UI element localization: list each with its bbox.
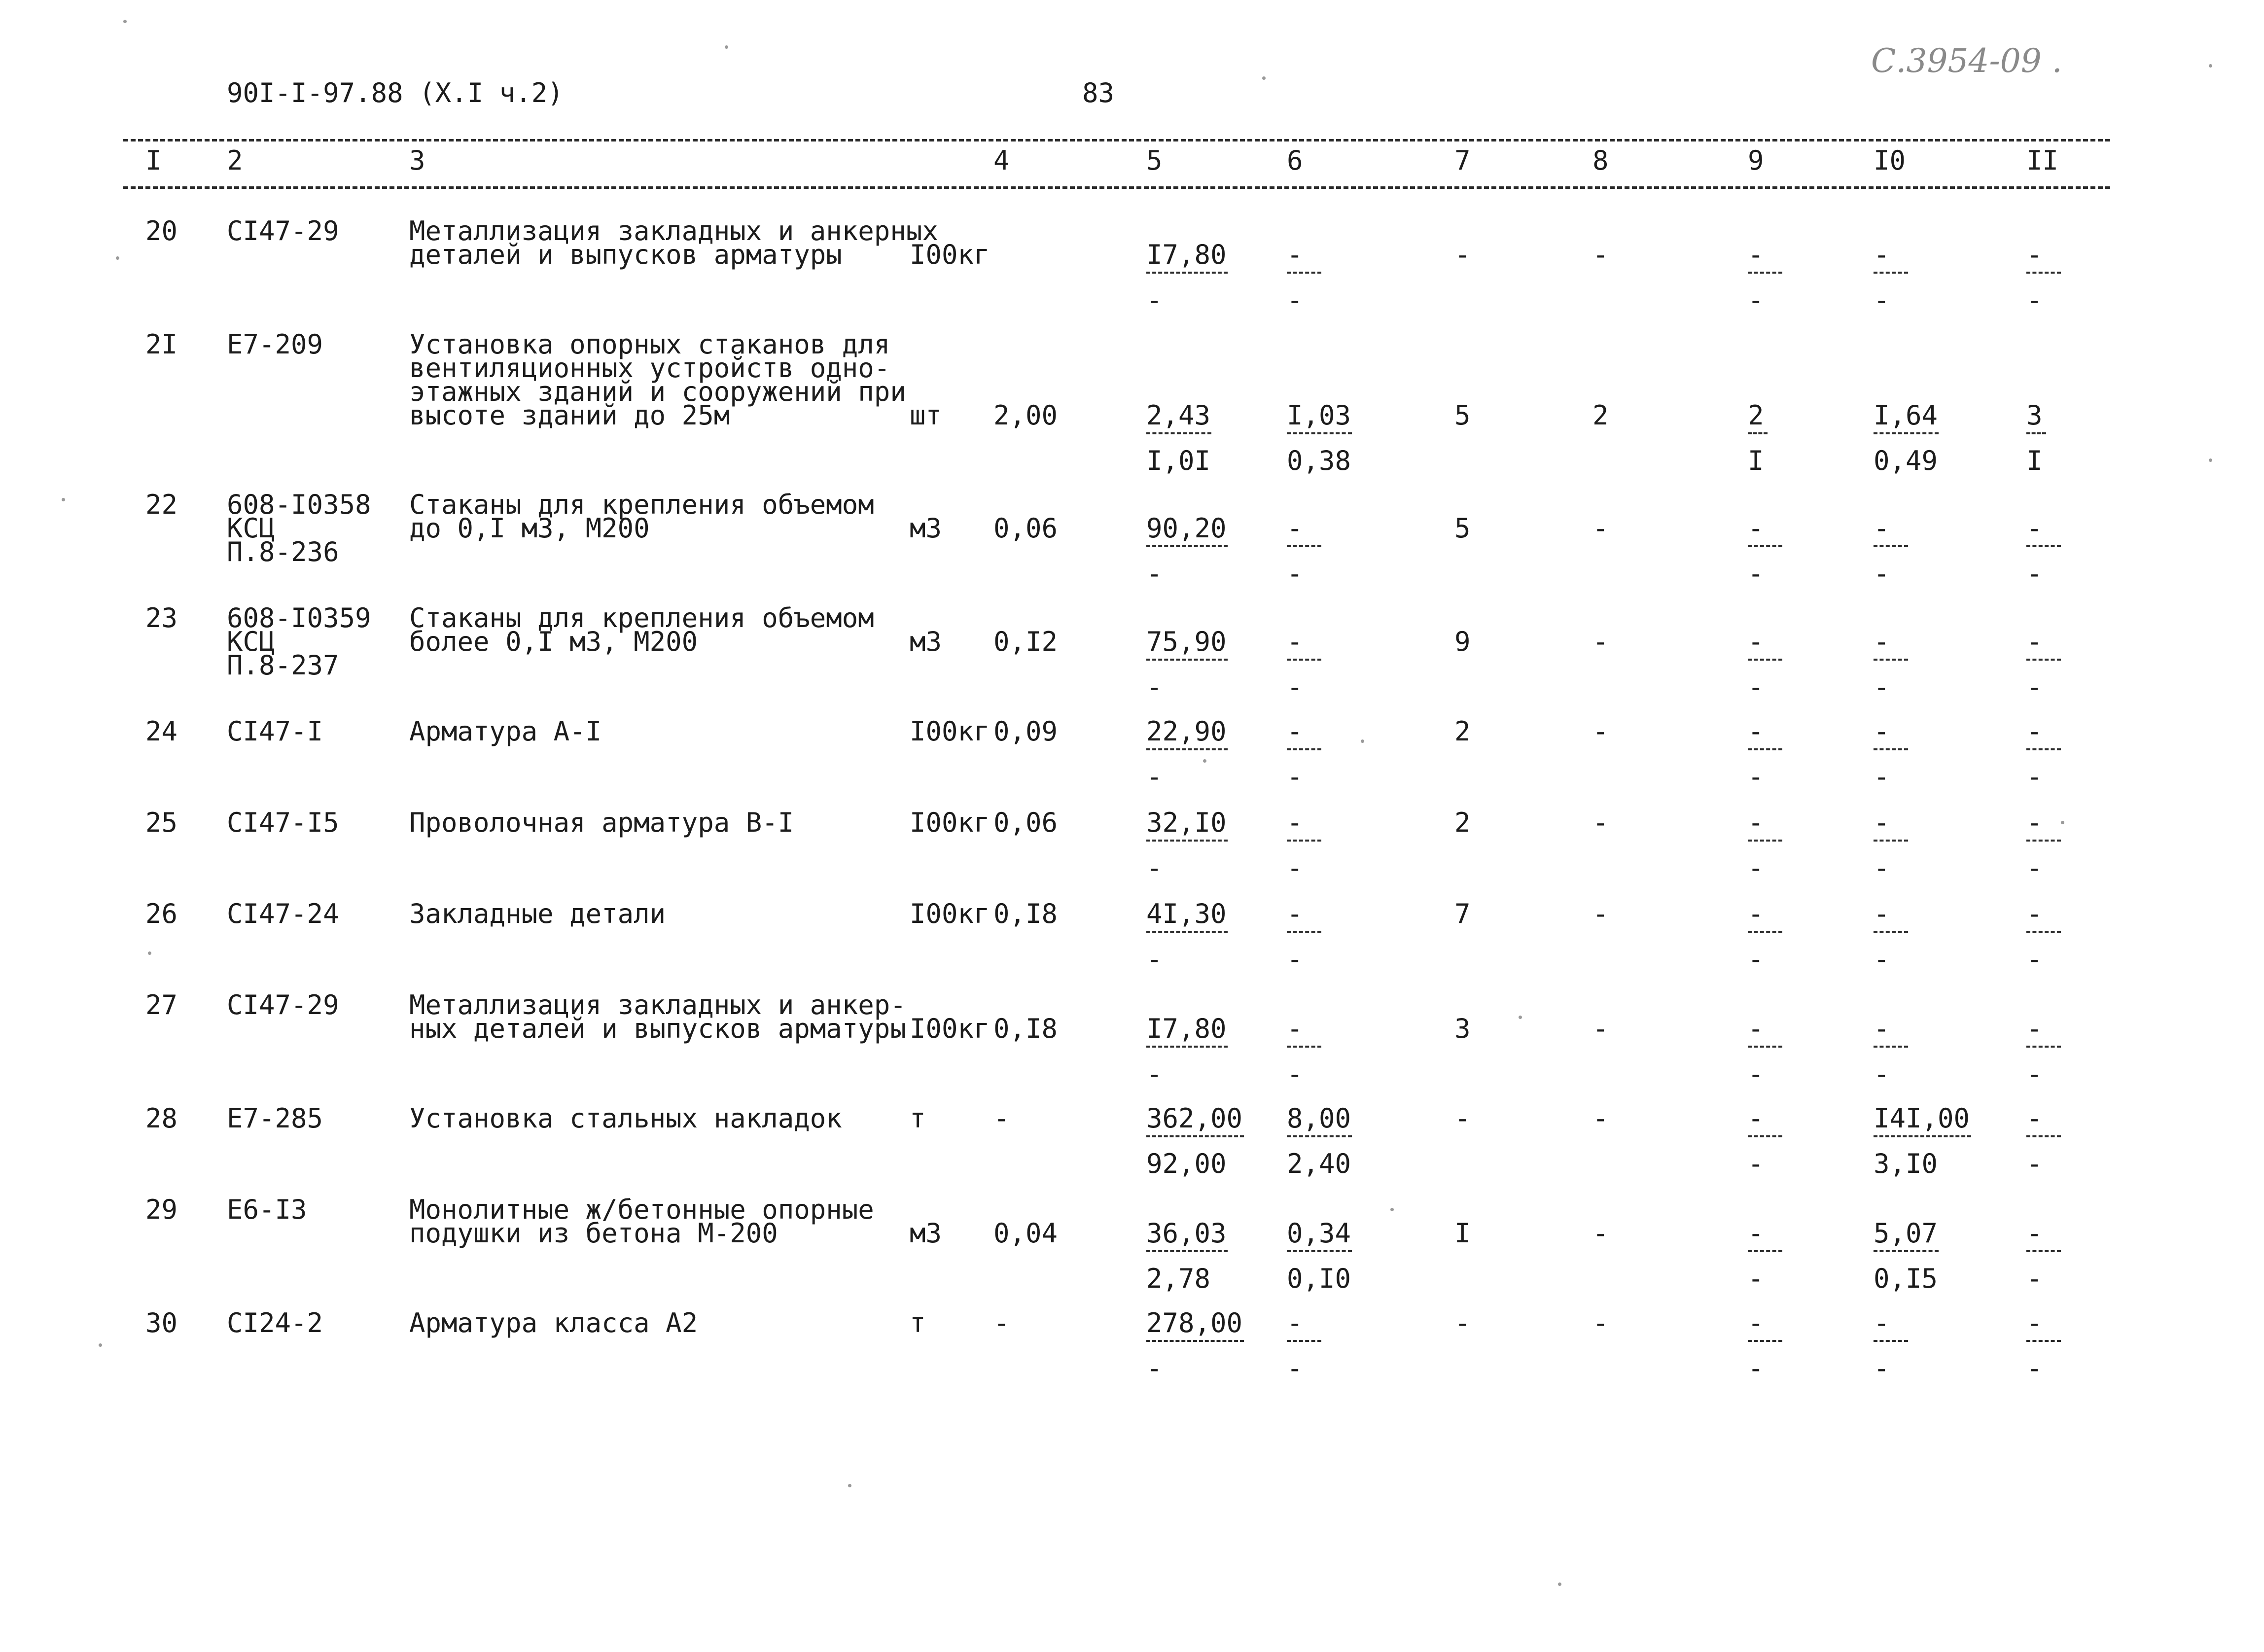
cost-c9-numerator: - xyxy=(1748,807,1764,838)
cost-c5-bar xyxy=(1146,840,1228,842)
unit: I00кг xyxy=(910,716,990,747)
cost-c9-numerator: - xyxy=(1748,716,1764,747)
value-c8: - xyxy=(1592,626,1609,657)
cost-c9-bar xyxy=(1748,840,1782,842)
cost-c11-denominator: - xyxy=(2026,1148,2043,1179)
cost-c10-bar xyxy=(1874,748,1908,750)
quantity: 0,I2 xyxy=(993,626,1058,657)
page-number: 83 xyxy=(1082,77,1115,108)
cost-c5-numerator: I7,80 xyxy=(1146,1013,1227,1044)
cost-c5-denominator: - xyxy=(1146,671,1163,703)
value-c8: - xyxy=(1592,807,1609,838)
row-number: 30 xyxy=(145,1307,178,1338)
column-header-5: 5 xyxy=(1146,145,1163,176)
cost-c10-bar xyxy=(1874,659,1908,661)
quantity: - xyxy=(993,1103,1010,1134)
value-c7: I xyxy=(1454,1218,1471,1249)
unit: I00кг xyxy=(910,898,990,929)
cost-c11-numerator: - xyxy=(2026,1103,2043,1134)
cost-c11-bar xyxy=(2026,1046,2061,1048)
cost-c10-bar xyxy=(1874,272,1908,274)
cost-c5-numerator: 32,I0 xyxy=(1146,807,1227,838)
cost-c11-bar xyxy=(2026,1250,2061,1252)
cost-c9-numerator: - xyxy=(1748,1103,1764,1134)
cost-c6-denominator: - xyxy=(1287,1058,1303,1090)
cost-c10-denominator: - xyxy=(1874,1058,1890,1090)
value-c8: - xyxy=(1592,239,1609,270)
cost-c9-bar xyxy=(1748,748,1782,750)
value-c7: 3 xyxy=(1454,1013,1471,1044)
cost-c11-denominator: - xyxy=(2026,1353,2043,1384)
work-description: Стаканы для крепления объемом более 0,I м3, М200 xyxy=(409,602,874,657)
cost-c6-denominator: 0,I0 xyxy=(1287,1263,1351,1294)
cost-c11-numerator: - xyxy=(2026,1013,2043,1044)
unit: м3 xyxy=(910,626,942,657)
cost-c5-denominator: - xyxy=(1146,852,1163,883)
cost-c10-denominator: - xyxy=(1874,852,1890,883)
archive-mark: С.3954-09 . xyxy=(1871,42,2062,80)
quantity: 0,06 xyxy=(993,513,1058,544)
cost-c6-numerator: - xyxy=(1287,1307,1303,1338)
cost-c10-denominator: - xyxy=(1874,671,1890,703)
work-description: Металлизация закладных и анкерных деталей и выпусков арматуры xyxy=(409,215,938,270)
column-header-3: 3 xyxy=(409,145,425,176)
cost-c5-bar xyxy=(1146,1135,1244,1137)
cost-c10-denominator: - xyxy=(1874,284,1890,316)
cost-c10-denominator: - xyxy=(1874,944,1890,975)
cost-c9-bar xyxy=(1748,931,1782,933)
cost-c5-numerator: 90,20 xyxy=(1146,513,1227,544)
cost-c10-numerator: - xyxy=(1874,1307,1890,1338)
cost-c11-bar xyxy=(2026,840,2061,842)
cost-c6-denominator: 2,40 xyxy=(1287,1148,1351,1179)
cost-c5-denominator: - xyxy=(1146,1058,1163,1090)
value-c7: 7 xyxy=(1454,898,1471,929)
unit: м3 xyxy=(910,513,942,544)
cost-c5-bar xyxy=(1146,748,1228,750)
value-c7: 5 xyxy=(1454,513,1471,544)
document-code: 90I-I-97.88 (X.I ч.2) xyxy=(227,77,564,108)
cost-c6-bar xyxy=(1287,659,1321,661)
cost-c10-denominator: - xyxy=(1874,761,1890,792)
quantity: - xyxy=(993,1307,1010,1338)
resource-code: CI47-24 xyxy=(227,898,339,929)
column-header-6: 6 xyxy=(1287,145,1303,176)
cost-c11-numerator: - xyxy=(2026,807,2043,838)
cost-c11-denominator: - xyxy=(2026,761,2043,792)
cost-c5-bar xyxy=(1146,1250,1228,1252)
cost-c9-numerator: 2 xyxy=(1748,400,1764,431)
cost-c10-denominator: - xyxy=(1874,558,1890,589)
cost-c11-denominator: I xyxy=(2026,445,2043,476)
value-c7: 5 xyxy=(1454,400,1471,431)
quantity: 0,06 xyxy=(993,807,1058,838)
cost-c11-bar xyxy=(2026,272,2061,274)
cost-c10-denominator: 0,I5 xyxy=(1874,1263,1938,1294)
cost-c9-denominator: - xyxy=(1748,558,1764,589)
cost-c10-bar xyxy=(1874,545,1908,547)
cost-c11-numerator: - xyxy=(2026,898,2043,929)
cost-c6-bar xyxy=(1287,1340,1321,1342)
cost-c11-denominator: - xyxy=(2026,944,2043,975)
cost-c6-denominator: - xyxy=(1287,1353,1303,1384)
cost-c6-bar xyxy=(1287,432,1352,434)
row-number: 24 xyxy=(145,716,178,747)
unit: I00кг xyxy=(910,1013,990,1044)
cost-c10-numerator: - xyxy=(1874,1013,1890,1044)
cost-c10-numerator: 5,07 xyxy=(1874,1218,1938,1249)
cost-c5-numerator: I7,80 xyxy=(1146,239,1227,270)
value-c8: - xyxy=(1592,1307,1609,1338)
cost-c5-denominator: - xyxy=(1146,558,1163,589)
value-c8: - xyxy=(1592,1103,1609,1134)
cost-c10-bar xyxy=(1874,1046,1908,1048)
cost-c9-denominator: - xyxy=(1748,284,1764,316)
value-c7: 2 xyxy=(1454,807,1471,838)
cost-c11-denominator: - xyxy=(2026,284,2043,316)
cost-c10-numerator: - xyxy=(1874,898,1890,929)
cost-c5-numerator: 2,43 xyxy=(1146,400,1211,431)
resource-code: 608-I0359 КСЦ П.8-237 xyxy=(227,602,371,681)
cost-c9-numerator: - xyxy=(1748,239,1764,270)
column-header-11: II xyxy=(2026,145,2059,176)
cost-c6-denominator: 0,38 xyxy=(1287,445,1351,476)
cost-c6-numerator: - xyxy=(1287,239,1303,270)
resource-code: CI47-29 xyxy=(227,215,339,246)
cost-c9-denominator: - xyxy=(1748,1148,1764,1179)
work-description: Стаканы для крепления объемом до 0,I м3, М200 xyxy=(409,489,874,544)
cost-c6-numerator: - xyxy=(1287,513,1303,544)
cost-c9-denominator: - xyxy=(1748,944,1764,975)
cost-c10-numerator: - xyxy=(1874,626,1890,657)
cost-c9-bar xyxy=(1748,545,1782,547)
cost-c10-denominator: 3,I0 xyxy=(1874,1148,1938,1179)
cost-c10-bar xyxy=(1874,931,1908,933)
column-header-9: 9 xyxy=(1748,145,1764,176)
cost-c9-numerator: - xyxy=(1748,1218,1764,1249)
quantity: 2,00 xyxy=(993,400,1058,431)
cost-c5-numerator: 75,90 xyxy=(1146,626,1227,657)
column-header-4: 4 xyxy=(993,145,1010,176)
cost-c5-denominator: I,0I xyxy=(1146,445,1211,476)
value-c7: 9 xyxy=(1454,626,1471,657)
cost-c10-numerator: - xyxy=(1874,239,1890,270)
cost-c9-bar xyxy=(1748,1046,1782,1048)
cost-c6-bar xyxy=(1287,545,1321,547)
cost-c6-numerator: - xyxy=(1287,626,1303,657)
cost-c11-denominator: - xyxy=(2026,1263,2043,1294)
cost-c11-bar xyxy=(2026,432,2046,434)
cost-c6-numerator: 8,00 xyxy=(1287,1103,1351,1134)
work-description: Закладные детали xyxy=(409,898,666,929)
work-description: Проволочная арматура В-I xyxy=(409,807,794,838)
work-description: Установка стальных накладок xyxy=(409,1103,842,1134)
cost-c11-bar xyxy=(2026,1135,2061,1137)
cost-c11-numerator: - xyxy=(2026,1307,2043,1338)
unit: шт xyxy=(910,400,942,431)
cost-c9-denominator: - xyxy=(1748,671,1764,703)
cost-c11-denominator: - xyxy=(2026,852,2043,883)
cost-c9-bar xyxy=(1748,1250,1782,1252)
cost-c9-bar xyxy=(1748,432,1768,434)
cost-c10-denominator: 0,49 xyxy=(1874,445,1938,476)
unit: т xyxy=(910,1307,926,1338)
cost-c9-denominator: - xyxy=(1748,1353,1764,1384)
value-c7: - xyxy=(1454,239,1471,270)
cost-c10-bar xyxy=(1874,840,1908,842)
header-top-rule xyxy=(123,139,2110,141)
value-c7: 2 xyxy=(1454,716,1471,747)
cost-c11-numerator: 3 xyxy=(2026,400,2043,431)
value-c7: - xyxy=(1454,1307,1471,1338)
work-description: Монолитные ж/бетонные опорные подушки из бетона М-200 xyxy=(409,1194,874,1249)
header-bottom-rule xyxy=(123,186,2110,189)
row-number: 23 xyxy=(145,602,178,633)
cost-c5-bar xyxy=(1146,1340,1244,1342)
cost-c6-denominator: - xyxy=(1287,671,1303,703)
resource-code: CI24-2 xyxy=(227,1307,323,1338)
cost-c11-numerator: - xyxy=(2026,239,2043,270)
cost-c9-denominator: - xyxy=(1748,852,1764,883)
cost-c10-numerator: I,64 xyxy=(1874,400,1938,431)
cost-c9-numerator: - xyxy=(1748,1013,1764,1044)
cost-c11-denominator: - xyxy=(2026,671,2043,703)
quantity: 0,04 xyxy=(993,1218,1058,1249)
cost-c9-bar xyxy=(1748,659,1782,661)
value-c8: - xyxy=(1592,898,1609,929)
value-c8: - xyxy=(1592,1218,1609,1249)
unit: т xyxy=(910,1103,926,1134)
value-c8: - xyxy=(1592,1013,1609,1044)
cost-c5-denominator: - xyxy=(1146,284,1163,316)
cost-c5-denominator: 92,00 xyxy=(1146,1148,1227,1179)
cost-c6-denominator: - xyxy=(1287,284,1303,316)
cost-c5-numerator: 278,00 xyxy=(1146,1307,1243,1338)
column-header-7: 7 xyxy=(1454,145,1471,176)
unit: м3 xyxy=(910,1218,942,1249)
cost-c9-numerator: - xyxy=(1748,513,1764,544)
resource-code: E7-209 xyxy=(227,329,323,360)
cost-c11-numerator: - xyxy=(2026,513,2043,544)
quantity: 0,I8 xyxy=(993,1013,1058,1044)
cost-c6-numerator: 0,34 xyxy=(1287,1218,1351,1249)
resource-code: E7-285 xyxy=(227,1103,323,1134)
cost-c10-bar xyxy=(1874,1250,1939,1252)
column-header-2: 2 xyxy=(227,145,243,176)
cost-c9-numerator: - xyxy=(1748,626,1764,657)
cost-c5-bar xyxy=(1146,432,1211,434)
cost-c6-bar xyxy=(1287,840,1321,842)
cost-c10-bar xyxy=(1874,1340,1908,1342)
cost-c9-numerator: - xyxy=(1748,898,1764,929)
cost-c5-bar xyxy=(1146,931,1228,933)
cost-c6-bar xyxy=(1287,1135,1352,1137)
cost-c11-denominator: - xyxy=(2026,1058,2043,1090)
cost-c11-numerator: - xyxy=(2026,1218,2043,1249)
cost-c9-denominator: - xyxy=(1748,761,1764,792)
cost-c6-denominator: - xyxy=(1287,852,1303,883)
cost-c5-numerator: 4I,30 xyxy=(1146,898,1227,929)
cost-c9-bar xyxy=(1748,272,1782,274)
work-description: Арматура А-I xyxy=(409,716,602,747)
cost-c6-numerator: - xyxy=(1287,1013,1303,1044)
cost-c5-denominator: - xyxy=(1146,1353,1163,1384)
cost-c6-denominator: - xyxy=(1287,761,1303,792)
cost-c5-denominator: - xyxy=(1146,761,1163,792)
cost-c5-bar xyxy=(1146,272,1228,274)
cost-c9-denominator: - xyxy=(1748,1058,1764,1090)
cost-c10-numerator: I4I,00 xyxy=(1874,1103,1970,1134)
row-number: 28 xyxy=(145,1103,178,1134)
column-header-1: I xyxy=(145,145,162,176)
quantity: 0,09 xyxy=(993,716,1058,747)
row-number: 27 xyxy=(145,989,178,1020)
cost-c5-bar xyxy=(1146,545,1228,547)
cost-c6-denominator: - xyxy=(1287,944,1303,975)
cost-c6-numerator: - xyxy=(1287,807,1303,838)
work-description: Установка опорных стаканов для вентиляционных устройств одно- этажных зданий и сооружений при высоте зданий до 25м xyxy=(409,329,906,431)
cost-c11-bar xyxy=(2026,931,2061,933)
cost-c6-denominator: - xyxy=(1287,558,1303,589)
row-number: 22 xyxy=(145,489,178,520)
row-number: 26 xyxy=(145,898,178,929)
cost-c11-bar xyxy=(2026,748,2061,750)
cost-c5-bar xyxy=(1146,1046,1228,1048)
cost-c6-bar xyxy=(1287,1250,1352,1252)
row-number: 2I xyxy=(145,329,178,360)
row-number: 20 xyxy=(145,215,178,246)
value-c8: - xyxy=(1592,716,1609,747)
cost-c11-numerator: - xyxy=(2026,626,2043,657)
cost-c9-numerator: - xyxy=(1748,1307,1764,1338)
cost-c6-numerator: - xyxy=(1287,898,1303,929)
cost-c5-numerator: 36,03 xyxy=(1146,1218,1227,1249)
cost-c9-denominator: - xyxy=(1748,1263,1764,1294)
cost-c10-numerator: - xyxy=(1874,807,1890,838)
row-number: 25 xyxy=(145,807,178,838)
cost-c5-numerator: 22,90 xyxy=(1146,716,1227,747)
cost-c5-denominator: - xyxy=(1146,944,1163,975)
cost-c11-bar xyxy=(2026,1340,2061,1342)
cost-c10-numerator: - xyxy=(1874,716,1890,747)
cost-c11-bar xyxy=(2026,545,2061,547)
column-header-10: I0 xyxy=(1874,145,1906,176)
cost-c11-numerator: - xyxy=(2026,716,2043,747)
value-c8: - xyxy=(1592,513,1609,544)
unit: I00кг xyxy=(910,807,990,838)
resource-code: CI47-29 xyxy=(227,989,339,1020)
cost-c6-numerator: - xyxy=(1287,716,1303,747)
resource-code: E6-I3 xyxy=(227,1194,307,1225)
cost-c6-bar xyxy=(1287,272,1321,274)
cost-c6-bar xyxy=(1287,1046,1321,1048)
value-c8: 2 xyxy=(1592,400,1609,431)
cost-c11-denominator: - xyxy=(2026,558,2043,589)
resource-code: CI47-I xyxy=(227,716,323,747)
work-description: Металлизация закладных и анкер- ных деталей и выпусков арматуры xyxy=(409,989,906,1044)
cost-c10-bar xyxy=(1874,432,1939,434)
work-description: Арматура класса А2 xyxy=(409,1307,698,1338)
cost-c6-numerator: I,03 xyxy=(1287,400,1351,431)
cost-c5-denominator: 2,78 xyxy=(1146,1263,1211,1294)
cost-c9-bar xyxy=(1748,1135,1782,1137)
row-number: 29 xyxy=(145,1194,178,1225)
cost-c9-bar xyxy=(1748,1340,1782,1342)
unit: I00кг xyxy=(910,239,990,270)
cost-c5-numerator: 362,00 xyxy=(1146,1103,1243,1134)
cost-c10-numerator: - xyxy=(1874,513,1890,544)
cost-c6-bar xyxy=(1287,931,1321,933)
value-c7: - xyxy=(1454,1103,1471,1134)
resource-code: CI47-I5 xyxy=(227,807,339,838)
quantity: 0,I8 xyxy=(993,898,1058,929)
resource-code: 608-I0358 КСЦ П.8-236 xyxy=(227,489,371,567)
cost-c11-bar xyxy=(2026,659,2061,661)
cost-c6-bar xyxy=(1287,748,1321,750)
cost-c9-denominator: I xyxy=(1748,445,1764,476)
column-header-8: 8 xyxy=(1592,145,1609,176)
cost-c10-denominator: - xyxy=(1874,1353,1890,1384)
cost-c10-bar xyxy=(1874,1135,1971,1137)
cost-c5-bar xyxy=(1146,659,1228,661)
